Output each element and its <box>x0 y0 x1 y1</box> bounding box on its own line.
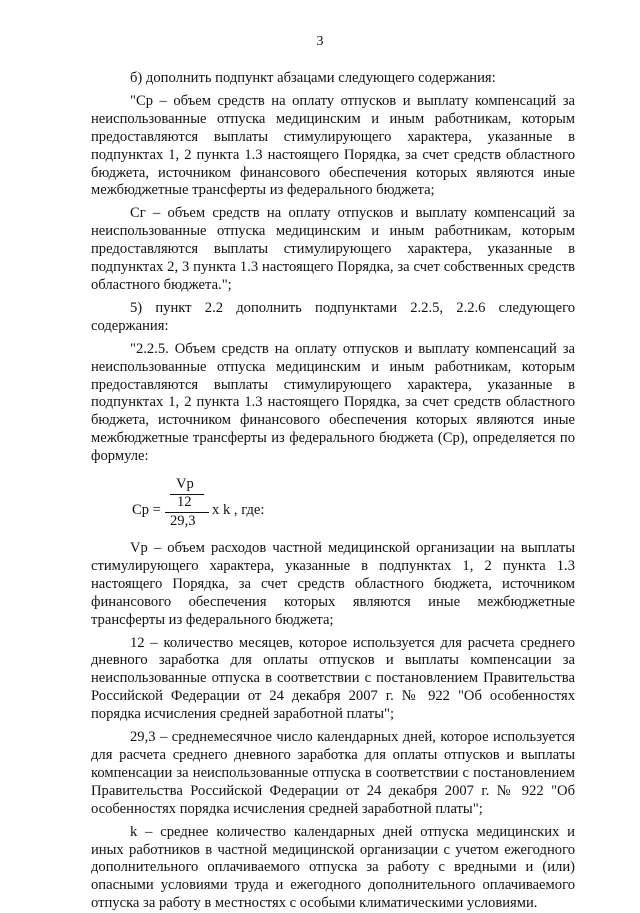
formula-suffix: х k , где: <box>212 502 265 519</box>
paragraph-item-5: 5) пункт 2.2 дополнить подпунктами 2.2.5, 2.2.6 следующего содержания: <box>91 299 575 334</box>
paragraph-vp-definition: Vp – объем расходов частной медицинской организации на выплаты стимулирующего характера, указанные в подпунктах 1, 2 пункта 1.3 настоящего Порядка, за счет средств областного бюджета, источником финансового обеспечения которых являются иные межбюджетные трансферты из федерального бюджета; <box>91 540 575 628</box>
formula-outer-denominator: 29,3 <box>170 513 196 530</box>
document-body <box>91 70 575 913</box>
paragraph-12-definition: 12 – количество месяцев, которое используется для расчета среднего дневного заработка для оплаты отпусков и выплаты компенсации за неиспользованные отпуска в соответствии с постановлением Правительства Российской Федерации от 24 декабря 2007 г. № 922 "Об особенностях порядка исчисления средней заработной платы"; <box>91 634 575 723</box>
paragraph-cg-definition: Сг – объем средств на оплату отпусков и выплату компенсаций за неиспользованные отпуска медицинским и иным работникам, которым предоставляются выплаты стимулирующего характера, указанные в подпунктах 2, 3 пункта 1.3 настоящего Порядка, за счет собственных средств областного бюджета."; <box>91 205 575 293</box>
paragraph-k-definition: k – среднее количество календарных дней отпуска медицинских и иных работников в частной медицинской организации с учетом ежегодного дополнительного оплачиваемого отпуска за работу с вредными и (или) опасными условиями труда и ежегодного дополнительного оплачиваемого отпуска за работу в местностях с особыми климатическими условиями. <box>91 823 575 912</box>
formula-inner-denominator: 12 <box>177 494 192 511</box>
formula-cp <box>91 472 575 532</box>
formula-numerator: Vp <box>176 476 194 493</box>
formula-lhs: Ср = <box>132 502 161 519</box>
paragraph-29-3-definition: 29,3 – среднемесячное число календарных дней, которое используется для расчета среднего дневного заработка для оплаты отпусков и выплаты компенсации за неиспользованные отпуска в соответствии с постановлением Правительства Российской Федерации от 24 декабря 2007 г. № 922 "Об особенностях порядка исчисления средней заработной платы"; <box>91 729 575 817</box>
paragraph-cp-definition: "Ср – объем средств на оплату отпусков и выплату компенсаций за неиспользованные отпуска медицинским и иным работникам, которым предоставляются выплаты стимулирующего характера, указанные в подпунктах 1, 2 пункта 1.3 настоящего Порядка, за счет средств областного бюджета, источником финансового обеспечения которых являются иные межбюджетные трансферты из федерального бюджета; <box>91 92 575 199</box>
page-number: 3 <box>316 34 324 49</box>
paragraph-2-2-5: "2.2.5. Объем средств на оплату отпусков и выплату компенсаций за неиспользованные отпуска медицинским и иным работникам, которым предоставляются выплаты стимулирующего характера, указанные в подпунктах 1, 2 пункта 1.3 настоящего Порядка, за счет средств областного бюджета, источником финансового обеспечения которых являются иные межбюджетные трансферты из федерального бюджета (Ср), определяется по формуле: <box>91 340 575 465</box>
paragraph-amend-b: б) дополнить подпункт абзацами следующего содержания: <box>130 70 496 86</box>
